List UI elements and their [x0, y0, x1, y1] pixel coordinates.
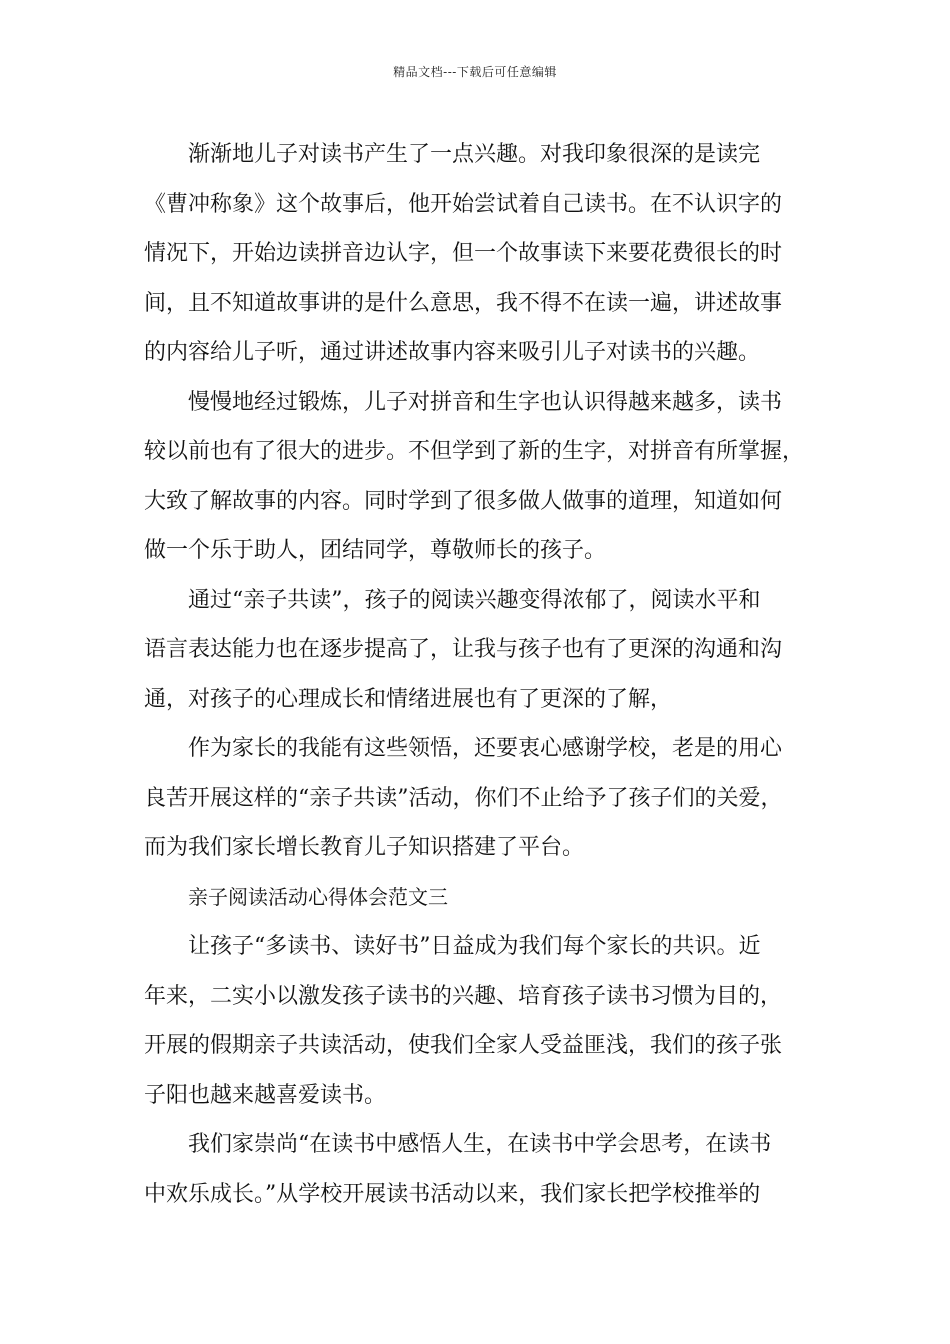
text-line: 通，对孩子的心理成长和情绪进展也有了更深的了解， — [144, 686, 673, 712]
section-heading: 亲子阅读活动心得体会范文三 — [188, 884, 448, 909]
text-line: 而为我们家长增长教育儿子知识搭建了平台。 — [144, 835, 585, 860]
text-line: 慢慢地经过锻炼，儿子对拼音和生字也认识得越来越多，读书 — [188, 389, 783, 415]
document-body — [144, 130, 814, 1219]
text-line: 渐渐地儿子对读书产生了一点兴趣。对我印象很深的是读完 — [188, 142, 761, 167]
text-line: 《曹冲称象》这个故事后，他开始尝试着自己读书。在不认识字的 — [144, 191, 783, 217]
text-line: 作为家长的我能有这些领悟，还要衷心感谢学校，老是的用心 — [188, 736, 783, 761]
text-line: 语言表达能力也在逐步提高了，让我与孩子也有了更深的沟通和沟 — [144, 637, 783, 662]
text-line: 通过“亲子共读”，孩子的阅读兴趣变得浓郁了，阅读水平和 — [188, 587, 761, 613]
text-line: 子阳也越来越喜爱读书。 — [144, 1082, 387, 1108]
text-line: 我们家崇尚“在读书中感悟人生，在读书中学会思考，在读书 — [188, 1132, 772, 1157]
text-line: 中欢乐成长。”从学校开展读书活动以来，我们家长把学校推举的 — [144, 1181, 761, 1207]
text-line: 让孩子“多读书、读好书”日益成为我们每个家长的共识。近 — [188, 934, 761, 959]
text-line: 情况下，开始边读拼音边认字，但一个故事读下来要花费很长的时 — [144, 241, 783, 266]
text-line: 良苦开展这样的“亲子共读”活动，你们不止给予了孩子们的关爱， — [144, 785, 783, 811]
text-line: 大致了解故事的内容。同时学到了很多做人做事的道理，知道如何 — [144, 488, 783, 514]
text-line: 年来，二实小以激发孩子读书的兴趣、培育孩子读书习惯为目的， — [144, 983, 783, 1009]
text-line: 的内容给儿子听，通过讲述故事内容来吸引儿子对读书的兴趣。 — [144, 340, 761, 365]
text-line: 做一个乐于助人，团结同学，尊敬师长的孩子。 — [144, 538, 607, 563]
page-header: 精品文档---下载后可任意编辑 — [393, 65, 557, 79]
text-line: 间，且不知道故事讲的是什么意思，我不得不在读一遍，讲述故事 — [144, 290, 783, 316]
text-line: 开展的假期亲子共读活动，使我们全家人受益匪浅，我们的孩子张 — [144, 1033, 783, 1058]
text-line: 较以前也有了很大的进步。不但学到了新的生字，对拼音有所掌握， — [144, 439, 805, 464]
